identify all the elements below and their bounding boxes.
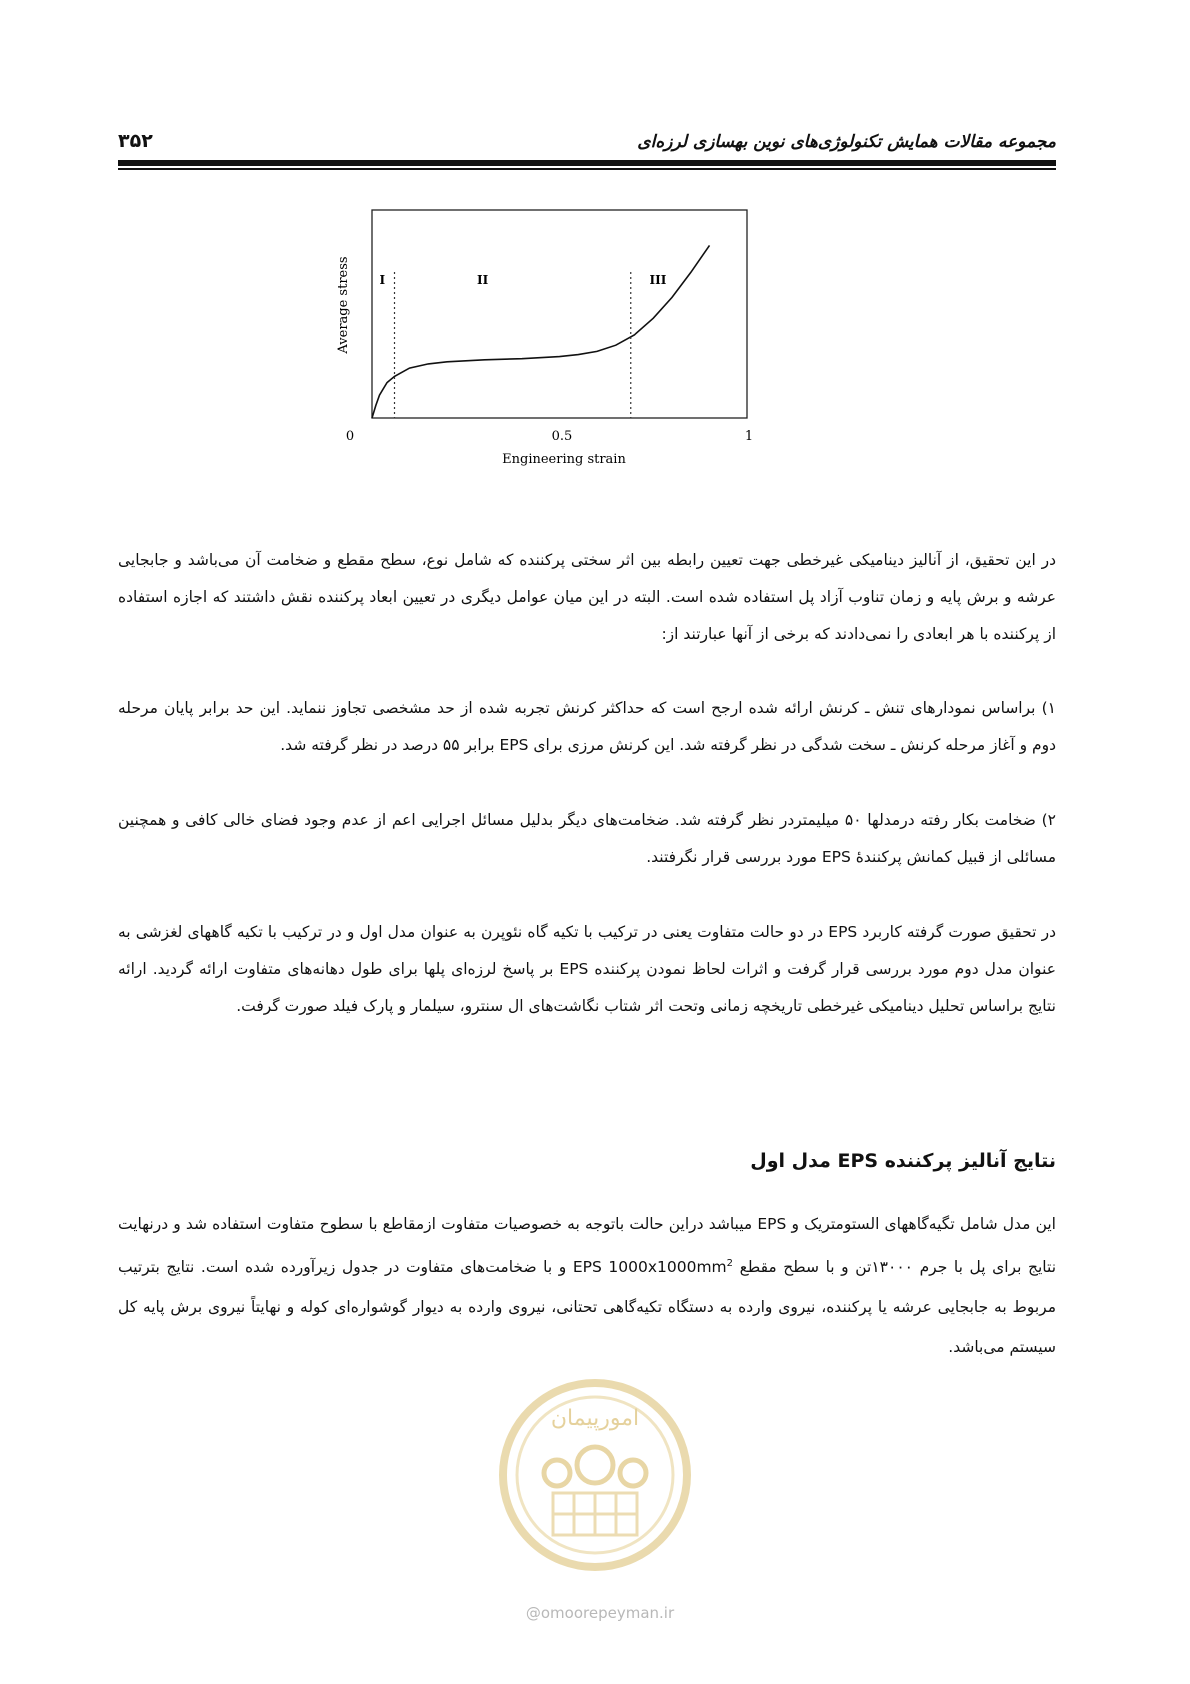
stress-strain-chart xyxy=(336,210,830,500)
page-number: ۳۵۲ xyxy=(118,130,153,152)
page-header xyxy=(118,124,1056,160)
watermark-grid-icon xyxy=(553,1493,637,1535)
region-label-iii: III xyxy=(649,273,667,287)
watermark-seal xyxy=(495,1375,695,1575)
paragraph-3: ۲) ضخامت بکار رفته درمدلها ۵۰ میلیمتردر نظر گرفته شد. ضخامت‌های دیگر بدلیل مسائل اجرایی اعم از عدم وجود فضای خالی کافی و همچنین مسائلی از قبیل کمانش پرکنندۀ EPS مورد بررسی قرار نگرفتند. xyxy=(118,811,1056,866)
watermark-url: @omoorepeyman.ir xyxy=(525,1604,675,1622)
x-tick-0: 0 xyxy=(345,429,355,444)
area-unit-superscript: 2 xyxy=(726,1258,734,1269)
watermark-logo-text: امورپیمان xyxy=(550,1406,640,1431)
x-axis-label: Engineering strain xyxy=(502,452,626,467)
y-axis-label: Average stress xyxy=(336,256,351,354)
plot-frame xyxy=(372,210,747,418)
header-rule-thin xyxy=(118,168,1056,170)
journal-title: مجموعه مقالات همایش تکنولوژی‌های نوین بهسازی لرزه‌ای xyxy=(637,132,1056,152)
x-tick-1: 1 xyxy=(744,429,754,444)
paragraph-4: در تحقیق صورت گرفته کاربرد EPS در دو حالت متفاوت یعنی در ترکیب با تکیه گاه نئوپرن به عنوان مدل اول و در ترکیب با تکیه گاههای لغزشی به عنوان مدل دوم مورد بررسی قرار گرفت و اثرات لحاظ نمودن پرکننده EPS بر پاسخ لرزه‌ای پلها برای طول دهانه‌های متفاوت ارائه گردید. ارائه نتایج براساس تحلیل دینامیکی غیرخطی تاریخچه زمانی وتحت اثر شتاب نگاشت‌های ال سنترو، سیلمار و پارک فیلد صورت گرفت. xyxy=(118,923,1056,1015)
section-heading: نتایج آنالیز پرکننده EPS مدل اول xyxy=(750,1150,1056,1172)
paragraph-5-part-b: و با ضخامت‌های متفاوت در جدول زیرآورده شده است. نتایج بترتیب مربوط به جابجایی عرشه یا پرکننده، نیروی وارده به دستگاه تکیه‌گاهی تحتانی، نیروی وارده به دیوار گوشواره‌ای کوله و نهایتاً نیروی برش پایه کل سیستم می‌باشد. xyxy=(118,1258,1056,1357)
paragraph-1: در این تحقیق، از آنالیز دینامیکی غیرخطی جهت تعیین رابطه بین اثر سختی پرکننده که شامل نوع، سطح مقطع و ضخامت آن می‌باشد و جابجایی عرشه و برش پایه و زمان تناوب آزاد پل استفاده شده است. البته در این میان عوامل دیگری در تعیین ابعاد پرکننده نقش داشتند که اجازه استفاده از پرکننده با هر ابعادی را نمی‌دادند که برخی از آنها عبارتند از: xyxy=(118,551,1056,643)
paragraph-5 xyxy=(118,1204,1056,1367)
x-tick-0-5: 0.5 xyxy=(551,429,573,444)
paragraph-2: ۱) براساس نمودارهای تنش ـ کرنش ارائه شده ارجح است که حداکثر کرنش تجربه شده از حد مشخصی تجاوز ننماید. این حد برابر پایان مرحله دوم و آغاز مرحله کرنش ـ سخت شدگی در نظر گرفته شد. این کرنش مرزی برای EPS برابر ۵۵ درصد در نظر گرفته شد. xyxy=(118,699,1056,754)
region-label-i: I xyxy=(379,273,386,287)
stress-strain-curve xyxy=(372,245,710,418)
header-rule-thick xyxy=(118,160,1056,166)
paragraph-5-part-a: این مدل شامل تگیه‌گاههای الستومتریک و EPS میباشد دراین حالت باتوجه به خصوصیات متفاوت ازمقاطع با سطوح متفاوت استفاده شد و درنهایت نتایج برای پل با جرم ۱۳۰۰۰تن و با سطح مقطع EPS 1000x1000mm xyxy=(118,1215,1057,1277)
watermark-gear-icon xyxy=(544,1447,646,1486)
region-label-ii: II xyxy=(477,273,489,287)
